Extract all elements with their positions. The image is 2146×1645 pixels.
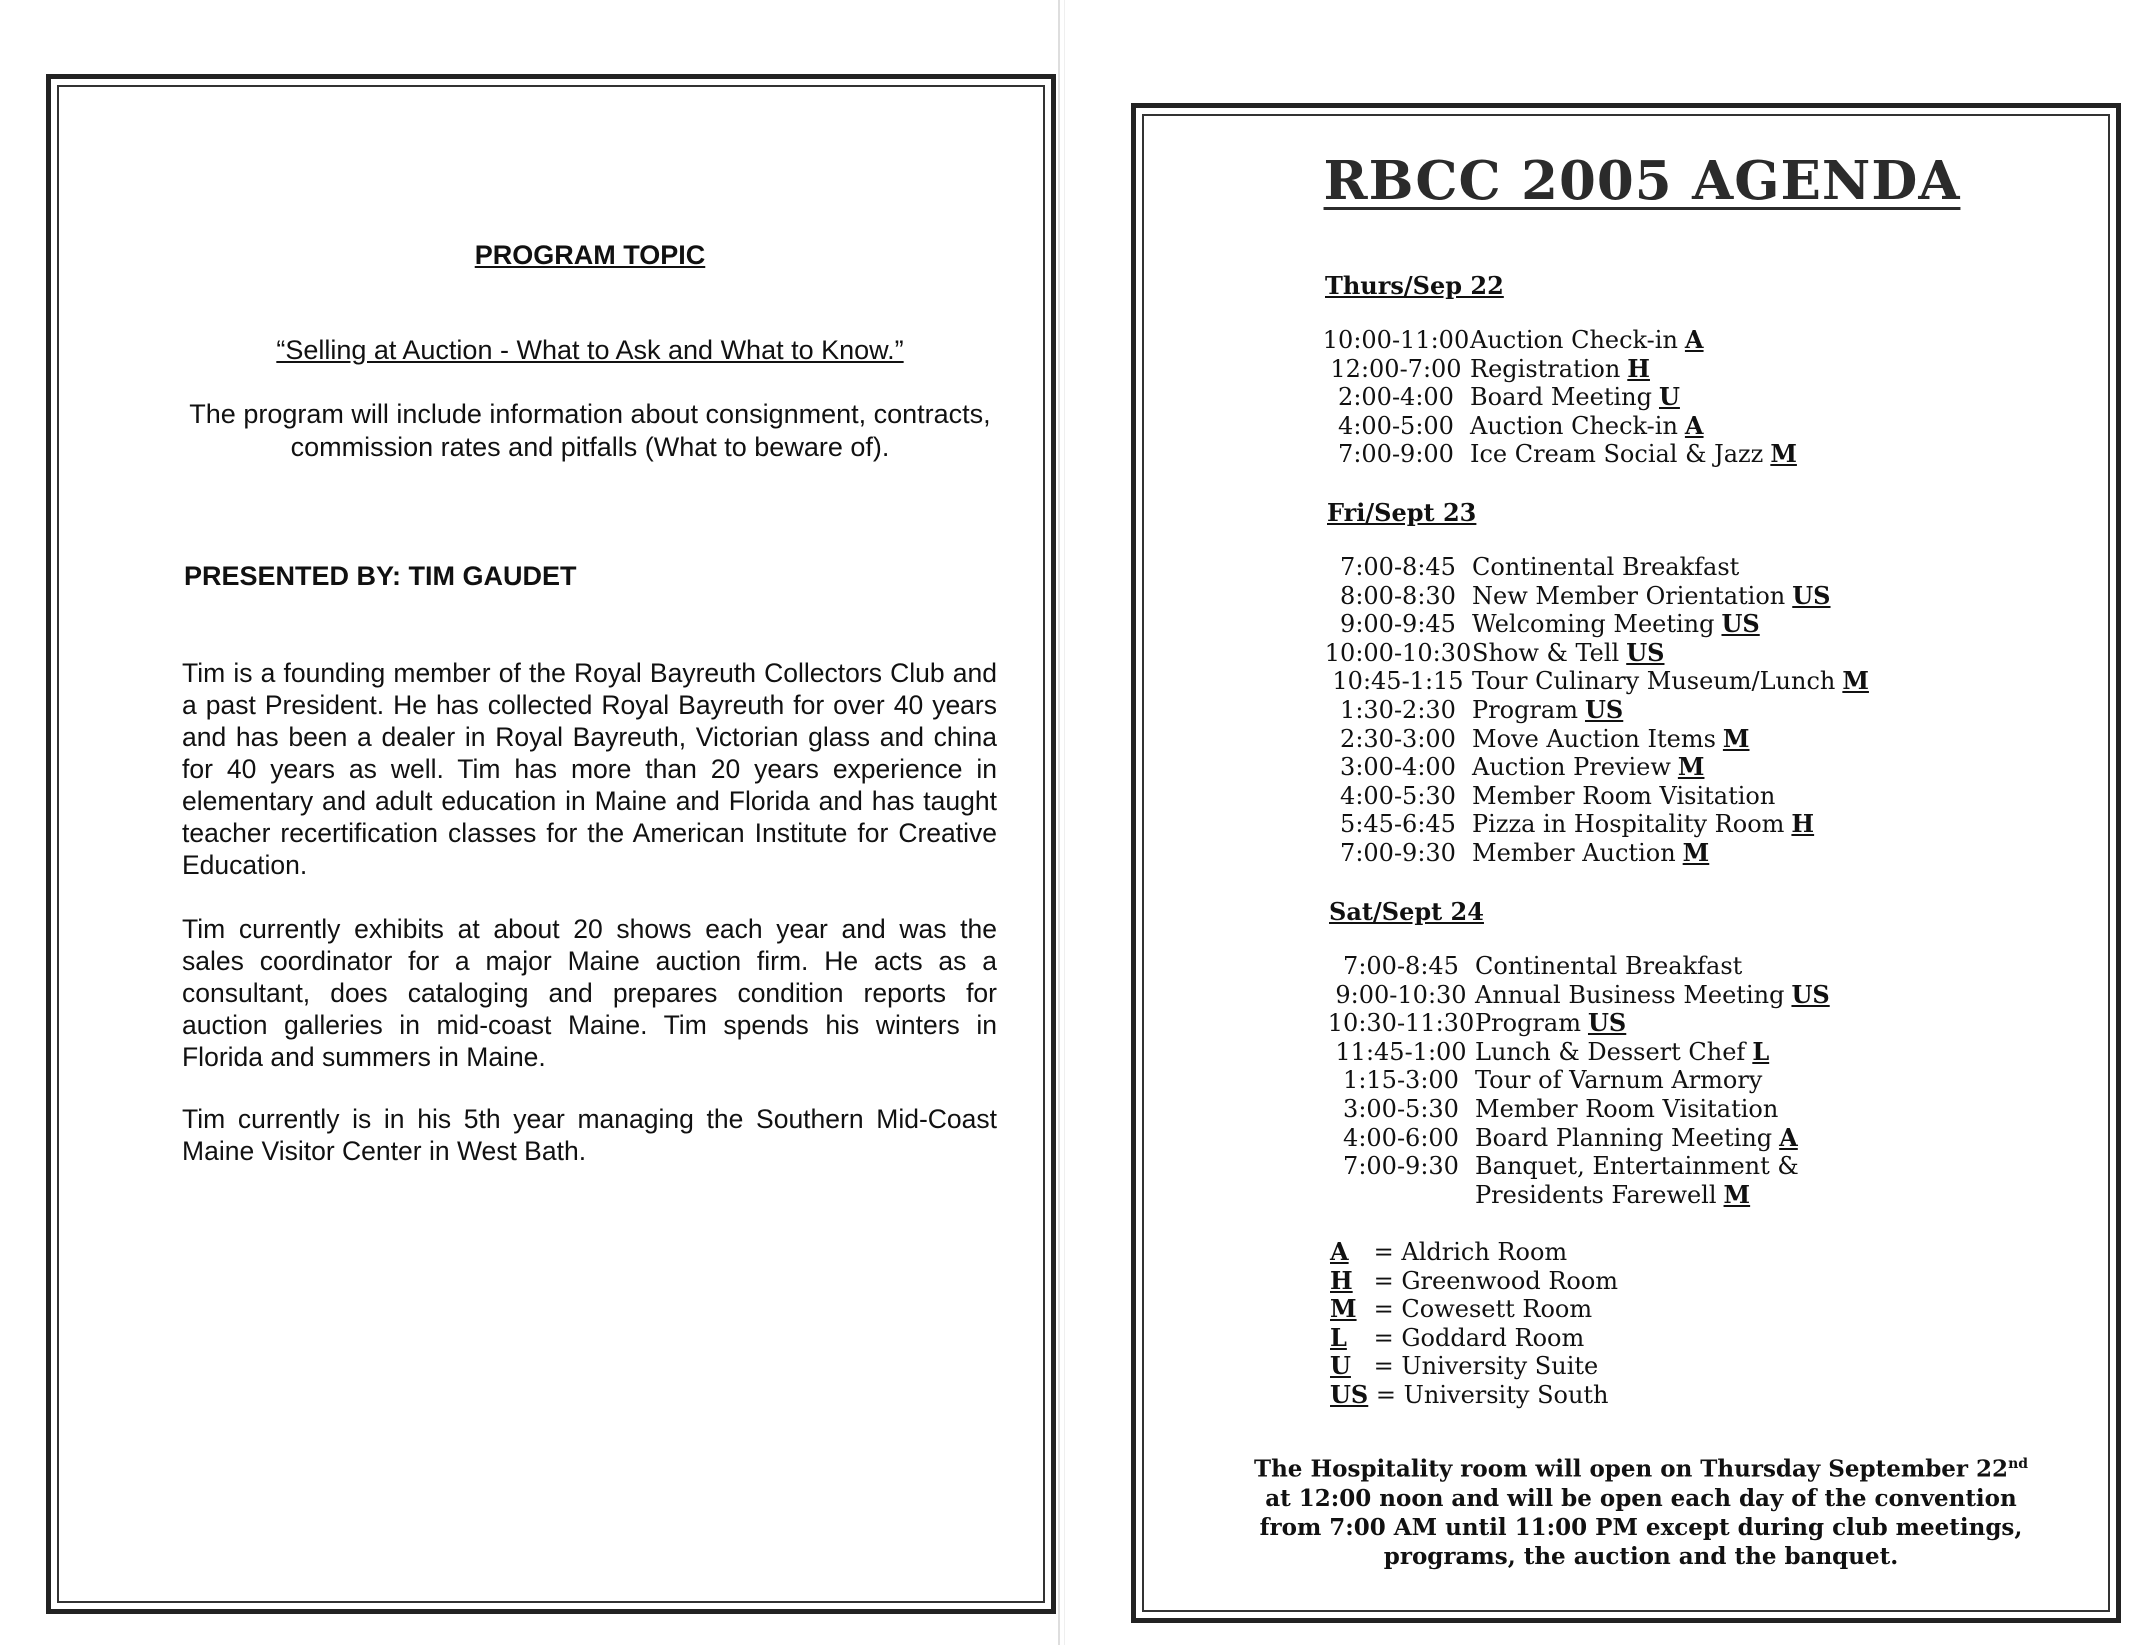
agenda-time: 10:30-11:30 <box>1327 1009 1475 1038</box>
agenda-row <box>1324 810 1869 839</box>
agenda-event: Continental Breakfast <box>1475 952 1743 980</box>
legend-row <box>1330 1295 1618 1324</box>
agenda-time: 8:00-8:30 <box>1340 581 1456 610</box>
agenda-event: Member Room Visitation <box>1472 781 1776 810</box>
agenda-event: Tour Culinary Museum/Lunch <box>1472 667 1836 696</box>
agenda-row <box>1327 1152 1830 1181</box>
agenda-time <box>1327 1181 1475 1210</box>
agenda-room-code: A <box>1779 1122 1798 1152</box>
agenda-list-thursday <box>1322 326 1797 469</box>
agenda-row <box>1327 1066 1830 1095</box>
day-heading-saturday: Sat/Sept 24 <box>1329 897 1484 926</box>
agenda-row <box>1324 725 1869 754</box>
agenda-event: Auction Preview <box>1472 753 1671 782</box>
agenda-time: 10:00-11:00 <box>1322 326 1470 354</box>
agenda-event: Auction Check-in <box>1470 411 1678 440</box>
agenda-event: Move Auction Items <box>1472 724 1716 753</box>
agenda-time: 7:00-9:30 <box>1340 838 1456 867</box>
agenda-row <box>1327 1181 1830 1210</box>
agenda-time: 3:00-5:30 <box>1343 1094 1459 1123</box>
agenda-time: 9:00-9:45 <box>1340 610 1456 639</box>
agenda-event: Annual Business Meeting <box>1475 980 1785 1009</box>
agenda-time: 2:00-4:00 <box>1338 383 1454 412</box>
agenda-event: Ice Cream Social & Jazz <box>1470 440 1764 469</box>
program-topic-heading: PROGRAM TOPIC <box>474 240 706 270</box>
agenda-room-code: M <box>1770 439 1797 469</box>
bio-paragraph: Tim currently is in his 5th year managing the Southern Mid-Coast Maine Visitor Center in West Bath. <box>182 1104 997 1166</box>
legend-code: L <box>1330 1322 1347 1352</box>
agenda-time: 5:45-6:45 <box>1340 810 1456 839</box>
agenda-row <box>1324 553 1869 582</box>
agenda-room-code: H <box>1627 353 1650 383</box>
legend-row <box>1330 1352 1618 1381</box>
agenda-time: 12:00-7:00 <box>1330 354 1462 383</box>
agenda-row <box>1327 981 1830 1010</box>
agenda-event: Member Auction <box>1472 838 1676 867</box>
agenda-row <box>1327 1038 1830 1067</box>
agenda-time: 1:30-2:30 <box>1340 695 1456 724</box>
agenda-row <box>1327 1095 1830 1124</box>
legend-row <box>1330 1381 1618 1410</box>
legend-code: M <box>1330 1294 1357 1324</box>
agenda-list-saturday <box>1327 952 1830 1209</box>
agenda-room-code: US <box>1584 694 1624 724</box>
agenda-event: Show & Tell <box>1472 638 1620 667</box>
legend-room-name: = Greenwood Room <box>1373 1266 1619 1295</box>
agenda-room-code: US <box>1792 580 1831 610</box>
agenda-event: Program <box>1472 695 1578 724</box>
agenda-row <box>1327 1124 1830 1153</box>
hospitality-line-3: from 7:00 AM until 11:00 PM except during club meetings, <box>1259 1513 2023 1541</box>
agenda-time: 2:30-3:00 <box>1340 724 1456 753</box>
agenda-event: Member Room Visitation <box>1475 1094 1779 1123</box>
topic-description: The program will include information about consignment, contracts, commission rates and pitfalls (What to beware of). <box>189 399 991 462</box>
agenda-time: 10:45-1:15 <box>1332 667 1464 696</box>
agenda-room-code: US <box>1721 609 1760 639</box>
legend-row <box>1330 1267 1618 1296</box>
agenda-row <box>1322 355 1797 384</box>
agenda-event: Pizza in Hospitality Room <box>1472 810 1785 839</box>
agenda-time: 10:00-10:30 <box>1324 638 1472 667</box>
agenda-event: Program <box>1475 1009 1581 1038</box>
agenda-room-code: M <box>1842 666 1869 696</box>
legend-room-name: = University Suite <box>1373 1352 1599 1381</box>
topic-title: “Selling at Auction - What to Ask and What to Know.” <box>276 335 904 365</box>
hospitality-line-1 <box>1131 1450 2146 1484</box>
agenda-event: Board Meeting <box>1470 383 1652 412</box>
agenda-room-code: A <box>1684 410 1704 440</box>
agenda-event: Auction Check-in <box>1470 326 1678 354</box>
agenda-event: Tour of Varnum Armory <box>1475 1066 1763 1095</box>
agenda-row <box>1322 326 1797 355</box>
agenda-room-code: US <box>1587 1008 1627 1038</box>
legend-room-name: = Cowesett Room <box>1373 1295 1593 1324</box>
agenda-event: Lunch & Dessert Chef <box>1475 1037 1746 1066</box>
agenda-row <box>1324 639 1869 668</box>
legend-room-name: = Aldrich Room <box>1373 1238 1568 1266</box>
agenda-event: Continental Breakfast <box>1472 553 1740 581</box>
presenter-heading: PRESENTED BY: TIM GAUDET <box>184 561 577 591</box>
agenda-time: 11:45-1:00 <box>1335 1037 1467 1066</box>
agenda-row <box>1327 1009 1830 1038</box>
agenda-row <box>1324 610 1869 639</box>
agenda-row <box>1324 696 1869 725</box>
agenda-room-code: M <box>1723 1179 1751 1209</box>
room-legend <box>1330 1238 1618 1410</box>
agenda-time: 9:00-10:30 <box>1335 980 1467 1009</box>
legend-code: U <box>1330 1351 1351 1381</box>
legend-room-name: = University South <box>1375 1380 1609 1409</box>
agenda-row <box>1322 383 1797 412</box>
legend-code: H <box>1330 1265 1353 1295</box>
agenda-time: 1:15-3:00 <box>1343 1066 1459 1095</box>
agenda-row <box>1324 782 1869 811</box>
agenda-event: Banquet, Entertainment & <box>1475 1152 1799 1181</box>
agenda-time: 4:00-5:00 <box>1338 411 1454 440</box>
agenda-time: 3:00-4:00 <box>1340 753 1456 782</box>
agenda-event: Board Planning Meeting <box>1475 1123 1773 1152</box>
agenda-time: 7:00-8:45 <box>1343 952 1459 980</box>
agenda-event: Presidents Farewell <box>1475 1180 1717 1209</box>
agenda-title <box>1131 150 2146 212</box>
legend-code: US <box>1330 1379 1369 1409</box>
agenda-time: 4:00-6:00 <box>1343 1123 1459 1152</box>
agenda-list-friday <box>1324 553 1869 868</box>
agenda-room-code: A <box>1684 325 1704 354</box>
agenda-event: Registration <box>1470 354 1621 383</box>
hospitality-line-1-sup: nd <box>2008 1456 2029 1472</box>
agenda-time: 7:00-9:00 <box>1338 440 1454 469</box>
agenda-time: 7:00-9:30 <box>1343 1152 1459 1181</box>
agenda-row <box>1322 440 1797 469</box>
agenda-row <box>1324 839 1869 868</box>
agenda-row <box>1324 582 1869 611</box>
agenda-row <box>1327 952 1830 981</box>
agenda-event: New Member Orientation <box>1472 581 1786 610</box>
agenda-room-code: H <box>1791 809 1815 839</box>
legend-code: A <box>1330 1237 1349 1266</box>
agenda-row <box>1324 753 1869 782</box>
agenda-event: Welcoming Meeting <box>1472 610 1715 639</box>
agenda-room-code: L <box>1752 1036 1770 1066</box>
agenda-room-code: US <box>1626 637 1665 667</box>
hospitality-line-2: at 12:00 noon and will be open each day of the convention <box>1265 1484 2017 1512</box>
agenda-room-code: M <box>1682 837 1710 867</box>
agenda-time: 7:00-8:45 <box>1340 553 1456 581</box>
bio-paragraph: Tim currently exhibits at about 20 shows each year and was the sales coordinator for a major Maine auction firm. He acts as a consultant, does cataloging and prepares condition reports for auction galleries in mid-coast Maine. Tim spends his winters in Florida and summers in Maine. <box>182 914 997 1072</box>
hospitality-line-4: programs, the auction and the banquet. <box>1383 1542 1899 1570</box>
day-heading-thursday: Thurs/Sep 22 <box>1325 271 1504 300</box>
agenda-room-code: M <box>1722 723 1750 753</box>
bio-paragraph: Tim is a founding member of the Royal Bayreuth Collectors Club and a past President. He has collected Royal Bayreuth for over 40 years and has been a dealer in Royal Bayreuth, Victorian glass and china for 40 years as well. Tim has more than 20 years experience in elementary and adult education in Maine and Florida and has taught teacher recertification classes for the American Institute for Creative Education. <box>182 658 997 880</box>
legend-row <box>1330 1238 1618 1267</box>
agenda-time: 4:00-5:30 <box>1340 781 1456 810</box>
agenda-room-code: U <box>1658 382 1680 412</box>
hospitality-line-1-text: The Hospitality room will open on Thursday September 22 <box>1253 1455 2009 1483</box>
hospitality-note <box>1131 1450 2146 1571</box>
day-heading-friday: Fri/Sept 23 <box>1327 498 1477 527</box>
agenda-title-text: RBCC 2005 AGENDA <box>1323 150 1961 212</box>
agenda-row <box>1322 412 1797 441</box>
legend-row <box>1330 1324 1618 1353</box>
agenda-room-code: US <box>1791 979 1830 1009</box>
legend-room-name: = Goddard Room <box>1373 1323 1585 1352</box>
agenda-room-code: M <box>1677 752 1705 782</box>
agenda-row <box>1324 667 1869 696</box>
